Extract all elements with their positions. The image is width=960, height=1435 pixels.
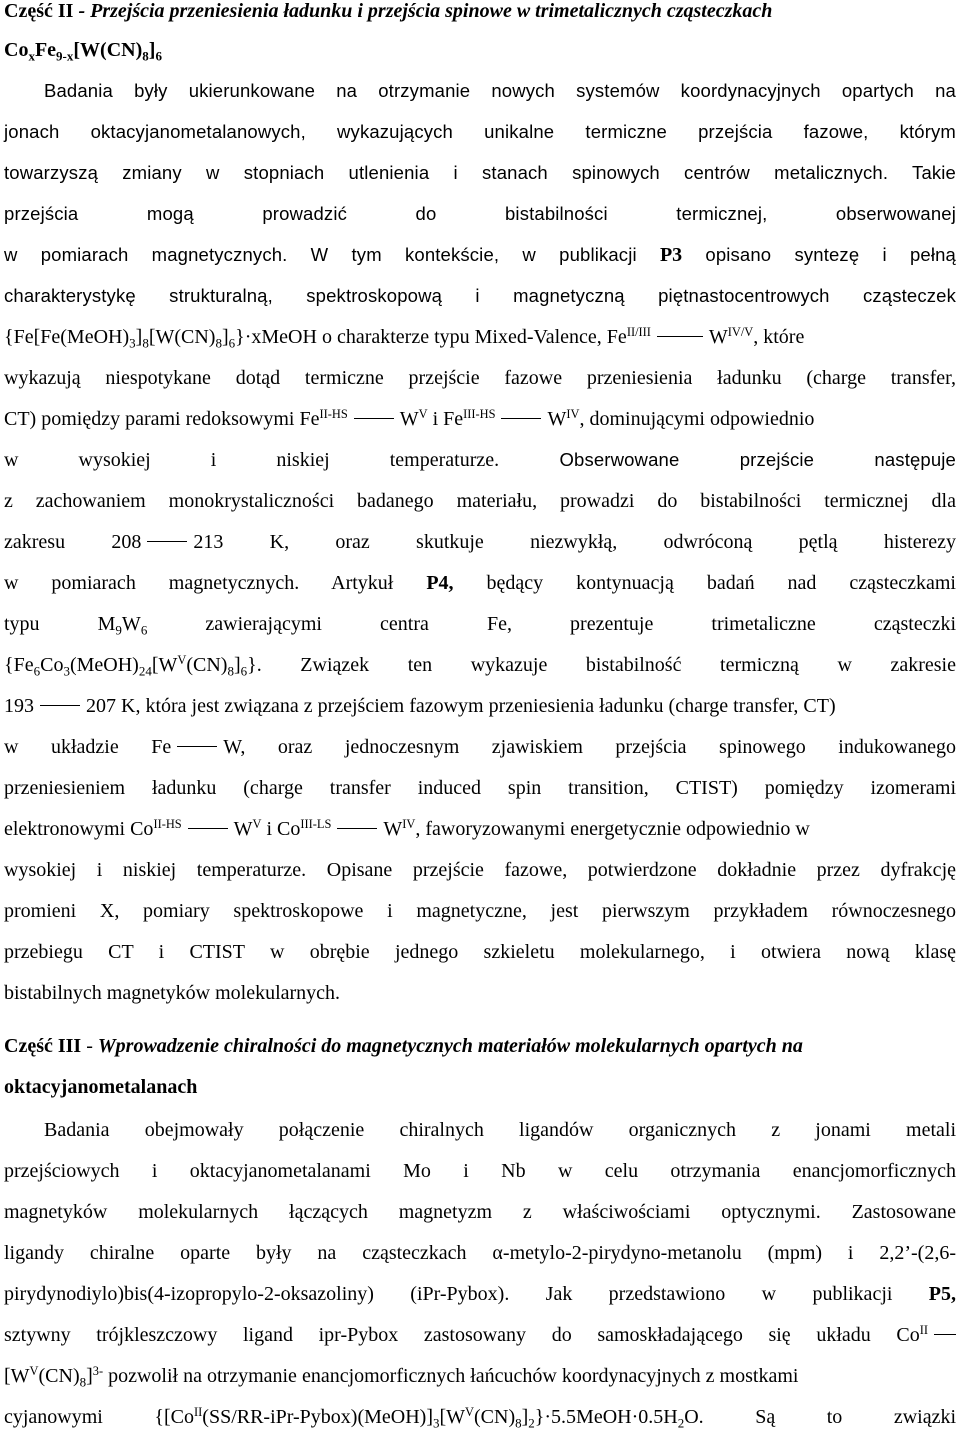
- dash-separator: [40, 705, 80, 706]
- part3-para-line: przejściowych i oktacyjanometalanami Mo i Nb w celu otrzymania enancjomorficznych: [4, 1160, 956, 1182]
- part2-para-line: 193 207 K, która jest związana z przejściem fazowym przeniesienia ładunku (charge transfer, CT): [4, 695, 836, 717]
- part3-para-line: Badania obejmowały połączenie chiralnych ligandów organicznych z jonami metali: [44, 1119, 956, 1141]
- dash-separator: [188, 828, 228, 829]
- part2-para-line: w wysokiej i niskiej temperaturze. Obserwowane przejście następuje: [4, 449, 956, 471]
- part3-heading-title: Wprowadzenie chiralności do magnetycznych materiałów molekularnych opartych na: [97, 1035, 803, 1057]
- dash-separator: [147, 541, 187, 542]
- part3-heading-label: Część III: [4, 1035, 82, 1057]
- part2-heading: Część II - Przejścia przeniesienia ładunku i przejścia spinowe w trimetalicznych cząsteczkach: [4, 0, 773, 22]
- part3-formula-line: $[W^V(CN)_8]^{3-}$ pozwolił na otrzymanie enancjomorficznych łańcuchów koordynacyjnych z mostkami: [4, 1364, 799, 1390]
- part2-para-line: przejścia mogą prowadzić do bistabilności termicznej, obserwowanej: [4, 203, 956, 224]
- part2-heading-formula: $Co_xFe_{9-x}[W(CN)_8]_6$: [4, 39, 162, 64]
- dash-separator: [657, 336, 703, 337]
- part2-para-line: jonach oktacyjanometalanowych, wykazujących unikalne termiczne przejścia fazowe, którym: [4, 121, 956, 142]
- dash-separator: [354, 418, 394, 419]
- part2-formula-line: $\{Fe[Fe(MeOH)_3]_8[W(CN)_8]_6\}\cdot xMeOH$ o charakterze typu Mixed-Valence, $Fe^{II/III}$ $W^{IV/V}$, które: [4, 325, 805, 351]
- part2-para-line: wysokiej i niskiej temperaturze. Opisane przejście fazowe, potwierdzone dokładnie przez dyfrakcję: [4, 859, 956, 881]
- dash-separator: [337, 828, 377, 829]
- part3-heading: Część III - Wprowadzenie chiralności do magnetycznych materiałów molekularnych opartych na: [4, 1035, 803, 1057]
- part2-heading-title: Przejścia przeniesienia ładunku i przejścia spinowe w trimetalicznych cząsteczkach: [90, 0, 773, 22]
- part2-para-line: typu $M_9W_6$ zawierającymi centra Fe, prezentuje trimetaliczne cząsteczki: [4, 613, 957, 638]
- part2-para-line: towarzyszą zmiany w stopniach utlenienia i stanach spinowych centrów metalicznych. Takie: [4, 162, 956, 183]
- part2-para-line: w pomiarach magnetycznych. W tym kontekście, w publikacji P3 opisano syntezę i pełną: [4, 244, 956, 266]
- dash-separator: [934, 1334, 956, 1335]
- part3-para-line: pirydynodiylo)bis(4-izopropylo-2-oksazoliny) (iPr-Pybox). Jak przedstawiono w publikacji P5,: [4, 1283, 956, 1305]
- part2-para-line: promieni X, pomiary spektroskopowe i magnetyczne, jest pierwszym przykładem równoczesnego: [4, 900, 956, 922]
- part3-para-line: ligandy chiralne oparte były na cząsteczkach α-metylo-2-pirydyno-metanolu (mpm) i 2,2’-(2,6-: [4, 1242, 956, 1264]
- part3-para-line: sztywny trójkleszczowy ligand ipr-Pybox zastosowany do samoskładającego się układu $Co^{II}$: [4, 1317, 956, 1353]
- part3-heading-line2: oktacyjanometalanach: [4, 1076, 198, 1098]
- part2-para-line: przebiegu CT i CTIST w obrębie jednego szkieletu molekularnego, i otwiera nową klasę: [4, 941, 956, 963]
- part2-para-line: charakterystykę strukturalną, spektroskopową i magnetyczną piętnastocentrowych cząsteczek: [4, 285, 956, 306]
- dash-separator: [177, 746, 217, 747]
- part3-formula-line: cyjanowymi $\{[Co^{II}(SS/RR-iPr-Pybox)(MeOH)]_3[W^V(CN)_8]_2\}\cdot 5.5MeOH\cdot 0.5H_2O$. Są to związki: [4, 1405, 957, 1431]
- part2-formula-line: elektronowymi $Co^{II-HS}$ $W^V$ i $Co^{III-LS}$ $W^{IV}$, faworyzowanymi energetycznie odpowiednio w: [4, 817, 810, 840]
- part2-para-line: w układzie Fe W, oraz jednoczesnym zjawiskiem przejścia spinowego indukowanego: [4, 736, 957, 758]
- part2-para-line: wykazują niespotykane dotąd termiczne przejście fazowe przeniesienia ładunku (charge transfer,: [4, 367, 956, 389]
- part3-para-line: magnetyków molekularnych łączących magnetyzm z właściwościami optycznymi. Zastosowane: [4, 1201, 956, 1223]
- part2-para-line: w pomiarach magnetycznych. Artykuł P4, będący kontynuacją badań nad cząsteczkami: [4, 572, 956, 594]
- part2-heading-label: Część II: [4, 0, 74, 22]
- part2-para-line: z zachowaniem monokrystaliczności badanego materiału, prowadzi do bistabilności termicznej dla: [4, 490, 956, 512]
- part2-para-line: zakresu 208 213 K, oraz skutkuje niezwykłą, odwróconą pętlą histerezy: [4, 531, 957, 553]
- part2-para-line: przeniesieniem ładunku (charge transfer induced spin transition, CTIST) pomiędzy izomerami: [4, 777, 956, 799]
- part2-formula-line: $\{Fe_6Co_3(MeOH)_{24}[W^V(CN)_8]_6\}$. Związek ten wykazuje bistabilność termiczną w zakresie: [4, 653, 956, 679]
- part2-para-line: bistabilnych magnetyków molekularnych.: [4, 982, 341, 1004]
- dash-separator: [501, 418, 541, 419]
- part2-para-line: Badania były ukierunkowane na otrzymanie nowych systemów koordynacyjnych opartych na: [44, 80, 956, 101]
- part2-formula-line: CT) pomiędzy parami redoksowymi $Fe^{II-HS}$ $W^V$ i $Fe^{III-HS}$ $W^{IV}$, dominującymi odpowiednio: [4, 407, 815, 430]
